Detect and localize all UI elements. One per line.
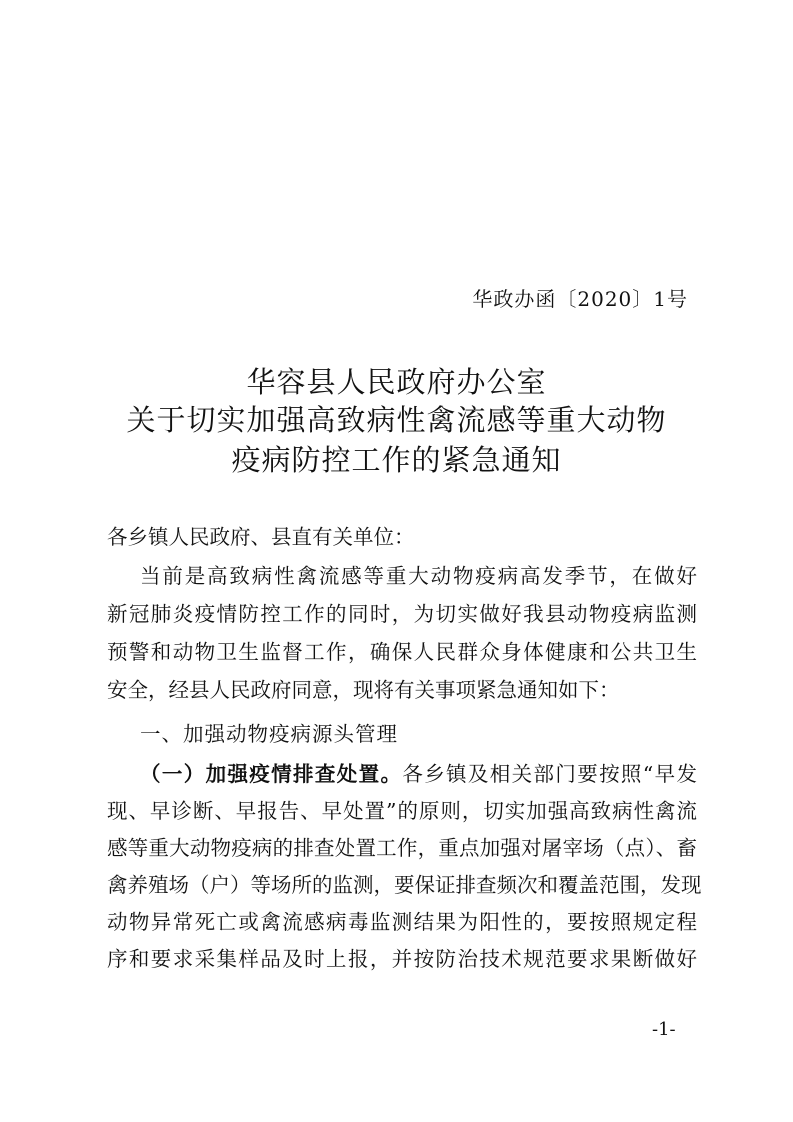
body-line: 现、早诊断、早报告、早处置”的原则，切实加强高致病性禽流 <box>107 799 697 823</box>
body-line: 禽养殖场（户）等场所的监测，要保证排查频次和覆盖范围，发现 <box>107 873 702 897</box>
document-number: 华政办函〔2020〕1号 <box>472 287 688 311</box>
subsection-heading: （一）加强疫情排查处置。 <box>140 762 403 786</box>
title-line-1: 华容县人民政府办公室 <box>246 365 547 399</box>
body-line: 当前是高致病性禽流感等重大动物疫病高发季节，在做好 <box>140 564 697 588</box>
salutation: 各乡镇人民政府、县直有关单位： <box>107 525 415 549</box>
body-line: 安全，经县人民政府同意，现将有关事项紧急通知如下： <box>107 678 620 702</box>
body-line: 动物异常死亡或禽流感病毒监测结果为阳性的，要按照规定程 <box>107 910 697 934</box>
body-line: 新冠肺炎疫情防控工作的同时，为切实做好我县动物疫病监测 <box>107 602 697 626</box>
body-line: 预警和动物卫生监督工作，确保人民群众身体健康和公共卫生 <box>107 640 697 664</box>
title-line-3: 疫病防控工作的紧急通知 <box>231 443 562 477</box>
title-line-2: 关于切实加强高致病性禽流感等重大动物 <box>126 403 667 437</box>
section-heading: 一、加强动物疫病源头管理 <box>140 722 398 746</box>
body-text: 各乡镇及相关部门要按照“早发 <box>402 762 697 786</box>
body-line: 感等重大动物疫病的排查处置工作，重点加强对屠宰场（点）、畜 <box>107 836 697 860</box>
page-number: -1- <box>652 1019 676 1040</box>
body-line: 序和要求采集样品及时上报，并按防治技术规范要求果断做好 <box>107 947 697 971</box>
subsection-paragraph-start <box>140 761 697 787</box>
